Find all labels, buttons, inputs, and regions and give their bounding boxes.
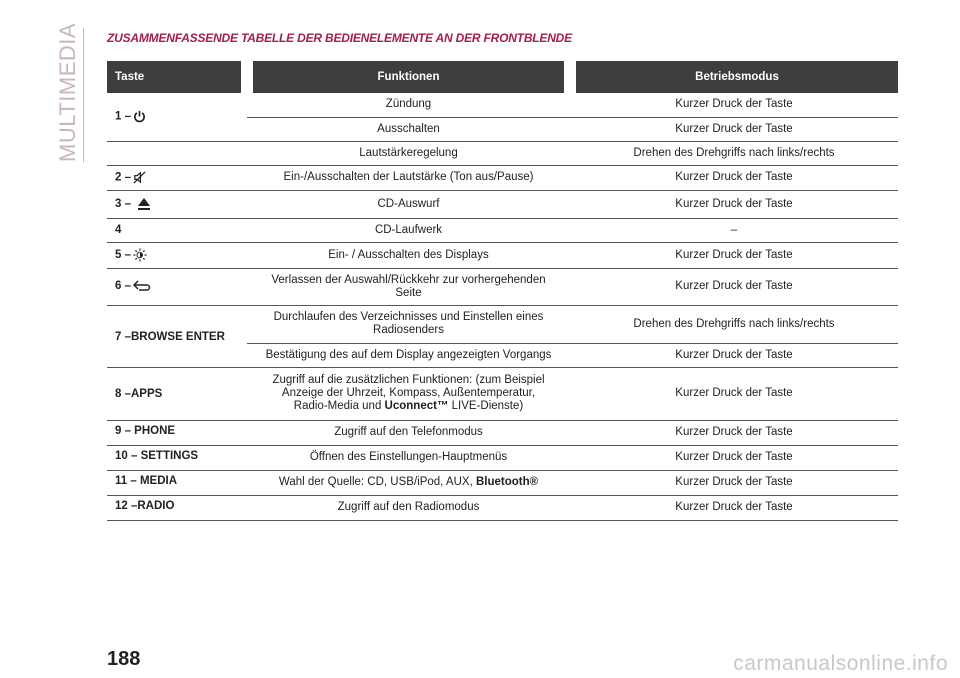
page-number: 188: [107, 648, 141, 670]
function-text: Radiosenders: [373, 324, 444, 336]
table-row: [107, 218, 898, 242]
mode-cell: Kurzer Druck der Taste: [570, 242, 898, 268]
mode-cell: Kurzer Druck der Taste: [570, 367, 898, 420]
key-cell: [107, 242, 247, 268]
mode-cell: Kurzer Druck der Taste: [570, 165, 898, 190]
key-label: 8 –APPS: [107, 367, 247, 420]
key-cell: [107, 165, 247, 190]
section-tab-divider: [83, 28, 84, 162]
function-cell: Zugriff auf den Radiomodus: [247, 495, 570, 520]
key-cell-empty: [107, 141, 247, 165]
function-text: Durchlaufen des Verzeichnisses und Einstellen eines: [273, 311, 544, 323]
mode-cell: Kurzer Druck der Taste: [570, 495, 898, 520]
key-label: 9 – PHONE: [107, 420, 247, 445]
power-icon: [133, 110, 146, 123]
mode-cell: Drehen des Drehgriffs nach links/rechts: [570, 141, 898, 165]
bluetooth-brand: Bluetooth®: [475, 476, 539, 488]
controls-table: [107, 61, 898, 521]
table-row: [107, 305, 898, 343]
key-label: 1 –: [115, 110, 131, 123]
table-row: [107, 445, 898, 470]
section-tab: [55, 22, 80, 162]
table-row: [107, 420, 898, 445]
table-row: [107, 367, 898, 420]
mode-cell: Kurzer Druck der Taste: [570, 420, 898, 445]
table-row: [107, 141, 898, 165]
key-label: 12 –RADIO: [107, 495, 247, 520]
function-text: Anzeige der Uhrzeit, Kompass, Außentemperatur,: [281, 387, 536, 399]
uconnect-brand: Uconnect™: [384, 400, 449, 412]
mode-cell: Drehen des Drehgriffs nach links/rechts: [570, 305, 898, 343]
key-label: 6 –: [115, 280, 131, 293]
header-betriebsmodus: Betriebsmodus: [570, 61, 898, 93]
key-cell: [107, 93, 247, 141]
function-text: Wahl der Quelle: CD, USB/iPod, AUX,: [278, 476, 476, 488]
function-cell: Lautstärkeregelung: [247, 141, 570, 165]
function-text: Seite: [395, 286, 422, 299]
table-row: [107, 190, 898, 218]
mode-cell: Kurzer Druck der Taste: [570, 190, 898, 218]
function-text: Radio-Media und: [293, 400, 385, 412]
key-label: 11 – MEDIA: [107, 470, 247, 495]
header-taste: Taste: [107, 61, 247, 93]
function-text: Zugriff auf die zusätzlichen Funktionen: (zum Beispiel: [272, 374, 545, 386]
function-cell: Öffnen des Einstellungen-Hauptmenüs: [247, 445, 570, 470]
key-cell: [107, 190, 247, 218]
function-cell: CD-Laufwerk: [247, 218, 570, 242]
function-cell: [247, 305, 570, 343]
function-cell: [247, 268, 570, 305]
mode-cell: Kurzer Druck der Taste: [570, 343, 898, 367]
back-arrow-icon: [133, 280, 151, 292]
function-cell: Ein- / Ausschalten des Displays: [247, 242, 570, 268]
mute-icon: [133, 171, 146, 184]
mode-cell: Kurzer Druck der Taste: [570, 117, 898, 141]
function-cell: CD-Auswurf: [247, 190, 570, 218]
function-cell: [247, 367, 570, 420]
function-text: Verlassen der Auswahl/Rückkehr zur vorhergehenden: [271, 273, 546, 286]
section-tab-label: MULTIMEDIA: [55, 22, 80, 162]
watermark: carmanualsonline.info: [733, 652, 948, 675]
key-label: 7 –BROWSE ENTER: [107, 305, 247, 367]
table-row: [107, 242, 898, 268]
function-cell: Zugriff auf den Telefonmodus: [247, 420, 570, 445]
page-title: ZUSAMMENFASSENDE TABELLE DER BEDIENELEMENTE AN DER FRONTBLENDE: [107, 31, 572, 45]
function-cell: Ein-/Ausschalten der Lautstärke (Ton aus/Pause): [247, 165, 570, 190]
mode-cell: Kurzer Druck der Taste: [570, 445, 898, 470]
key-label: 4: [107, 218, 247, 242]
table-row: [107, 268, 898, 305]
eject-icon: [137, 197, 151, 211]
table-header-row: [107, 61, 898, 93]
function-text: LIVE-Dienste): [448, 400, 524, 412]
mode-cell: Kurzer Druck der Taste: [570, 93, 898, 117]
function-cell: [247, 470, 570, 495]
key-label: 3 –: [115, 198, 131, 211]
function-cell: Zündung: [247, 93, 570, 117]
key-label: 10 – SETTINGS: [107, 445, 247, 470]
key-label: 5 –: [115, 249, 131, 262]
mode-cell: Kurzer Druck der Taste: [570, 470, 898, 495]
mode-cell: –: [570, 218, 898, 242]
table-row: [107, 165, 898, 190]
key-cell: [107, 268, 247, 305]
function-cell: Ausschalten: [247, 117, 570, 141]
function-cell: Bestätigung des auf dem Display angezeigten Vorgangs: [247, 343, 570, 367]
display-brightness-icon: [133, 248, 147, 262]
table-row: [107, 93, 898, 117]
key-label: 2 –: [115, 171, 131, 184]
header-funktionen: Funktionen: [247, 61, 570, 93]
mode-cell: Kurzer Druck der Taste: [570, 268, 898, 305]
table-row: [107, 495, 898, 520]
table-row: [107, 470, 898, 495]
